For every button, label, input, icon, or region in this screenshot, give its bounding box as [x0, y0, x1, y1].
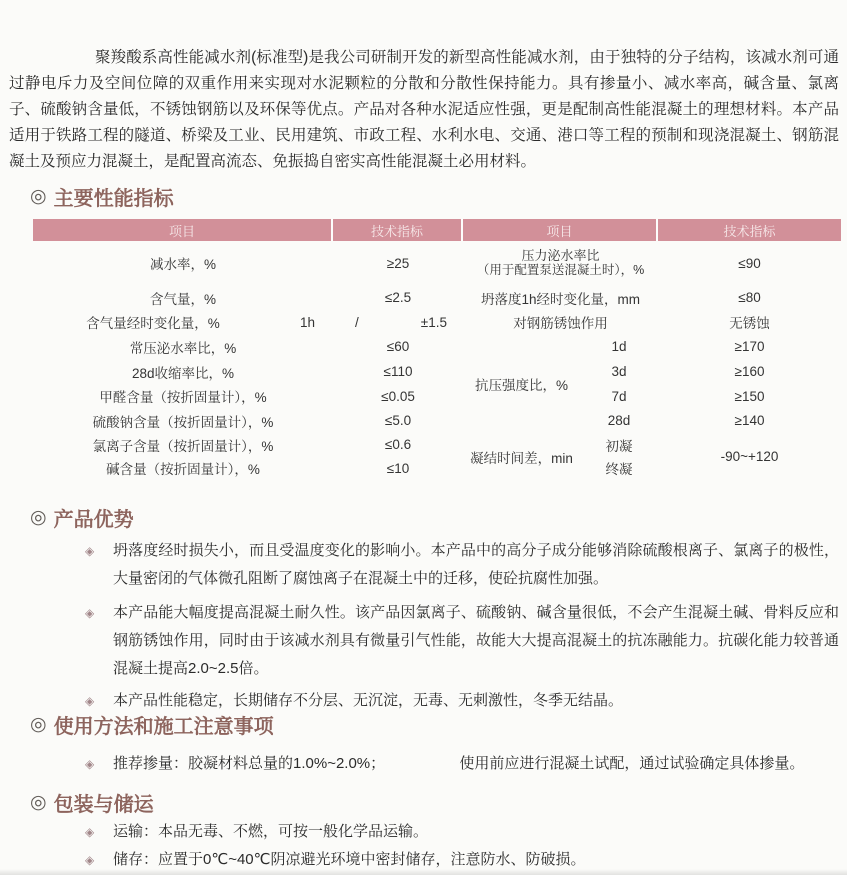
table-cell-time: 1h — [300, 314, 316, 330]
column-header-spec: 技术指标 — [658, 219, 841, 241]
usage-list — [85, 750, 845, 778]
table-cell-setting-time-label: 凝结时间差，min — [470, 450, 573, 466]
table-cell-compressive-strength-label: 抗压强度比，% — [474, 377, 568, 393]
table-row-air-content-change — [33, 310, 463, 334]
section-marker-icon: ◎ — [30, 714, 47, 735]
table-cell-age: 7d — [611, 388, 627, 404]
diamond-bullet-icon: ◈ — [85, 544, 95, 558]
table-cell-spec: ≥170 — [734, 339, 765, 354]
section-heading-packaging — [30, 788, 154, 817]
table-cell-item: 甲醛含量（按折固量计），% — [99, 390, 267, 405]
list-item-text — [113, 750, 839, 778]
table-cell-spec: -90~+120 — [720, 449, 779, 464]
table-cell-spec: ≥140 — [734, 413, 765, 428]
table-cell-age: 1d — [611, 339, 627, 354]
section-marker-icon: ◎ — [30, 507, 47, 528]
table-cell-item: 含气量经时变化量，% — [86, 316, 220, 331]
intro-paragraph: 聚羧酸系高性能减水剂(标准型)是我公司研制开发的新型高性能减水剂，由于独特的分子结构，该减水剂可通过静电斥力及空间位障的双重作用来实现对水泥颗粒的分散和分散性保持能力。具有掺量小、减水率高，碱含量、氯离子、硫酸钠含量低，不锈蚀钢筋以及环保等优点。产品对各种水泥适应性强，更是配制高性能混凝土的理想材料。本产品适用于铁路工程的隧道、桥梁及工业、民用建筑、市政工程、水利水电、交通、港口等工程的预制和现浇混凝土、钢筋混凝土及预应力混凝土，是配置高流态、免振捣自密实高性能混凝土必用材料。 — [9, 48, 839, 170]
diamond-bullet-icon: ◈ — [85, 694, 95, 708]
table-cell-initial-set: 初凝 — [605, 438, 633, 454]
section-title: 主要性能指标 — [53, 188, 174, 210]
list-item — [85, 537, 845, 593]
table-cell-spec: 无锈蚀 — [729, 316, 770, 331]
list-item — [85, 750, 845, 778]
diamond-bullet-icon: ◈ — [85, 825, 95, 839]
section-heading-advantages — [30, 503, 134, 532]
table-cell-age: 3d — [611, 364, 627, 379]
column-header-spec: 技术指标 — [333, 219, 463, 241]
table-cell-spec: ≥25 — [386, 255, 410, 271]
section-title: 产品优势 — [53, 509, 134, 531]
table-cell-spec: ≤80 — [738, 290, 761, 305]
table-cell-spec: ≤0.05 — [381, 388, 415, 404]
table-cell-item: 坍落度1h经时变化量，mm — [480, 291, 640, 307]
table-cell-spec: ≤60 — [386, 339, 410, 354]
table-cell-final-set: 终凝 — [605, 462, 633, 477]
table-cell-spec: ≤2.5 — [384, 290, 412, 305]
section-title: 包装与储运 — [53, 794, 154, 816]
column-header-item: 项目 — [463, 219, 658, 241]
section-heading-performance — [30, 182, 174, 211]
table-cell-spec: ≤110 — [383, 364, 413, 379]
advantages-list — [85, 537, 845, 715]
table-cell-item: 碱含量（按折固量计），% — [106, 462, 260, 477]
section-marker-icon: ◎ — [30, 792, 47, 813]
section-marker-icon: ◎ — [30, 186, 47, 207]
usage-note-text: 使用前应进行混凝土试配，通过试验确定具体掺量。 — [459, 755, 805, 772]
table-cell-item-pressure-bleeding — [463, 241, 658, 285]
table-cell-spec: ≤0.6 — [384, 437, 412, 452]
table-cell-item: 常压泌水率比，% — [129, 340, 237, 356]
table-cell-spec: ≤5.0 — [384, 413, 412, 428]
table-cell-age: 28d — [607, 413, 631, 428]
diamond-bullet-icon: ◈ — [85, 853, 95, 867]
item-line2: （用于配置泵送混凝土时），% — [476, 263, 645, 277]
section-title: 使用方法和施工注意事项 — [53, 716, 274, 738]
column-header-item: 项目 — [33, 219, 333, 241]
table-cell-spec: ≥150 — [734, 388, 765, 404]
list-item-text: 运输：本品无毒、不燃，可按一般化学品运输。 — [113, 823, 429, 840]
table-cell-spec: ±1.5 — [420, 314, 447, 330]
diamond-bullet-icon: ◈ — [85, 757, 95, 771]
table-cell-item: 28d收缩率比，% — [131, 365, 235, 381]
list-item — [85, 818, 845, 846]
table-cell-spec: ≤90 — [738, 255, 761, 271]
list-item-text: 储存：应置于0℃~40℃阴凉避光环境中密封储存，注意防水、防破损。 — [113, 851, 586, 868]
table-cell-item: 减水率，% — [149, 257, 216, 272]
dosage-text: 推荐掺量：胶凝材料总量的1.0%~2.0%； — [113, 755, 386, 772]
table-cell-spec: ≥160 — [734, 364, 765, 379]
list-item-text: 本产品性能稳定，长期储存不分层、无沉淀，无毒、无刺激性，冬季无结晶。 — [113, 692, 624, 709]
table-cell-slash: / — [355, 314, 359, 330]
page-edge-shadow — [0, 869, 847, 875]
item-line1: 压力泌水率比 — [521, 248, 600, 263]
list-item-text: 坍落度经时损失小，而且受温度变化的影响小。本产品中的高分子成分能够消除硫酸根离子、氯离子的极性，大量密闭的气体微孔阻断了腐蚀离子在混凝土中的迁移，使砼抗腐性加强。 — [113, 542, 839, 587]
list-item-text: 本产品能大幅度提高混凝土耐久性。该产品因氯离子、硫酸钠、碱含量很低，不会产生混凝土碱、骨料反应和钢筋锈蚀作用，同时由于该减水剂具有微量引气性能，故能大大提高混凝土的抗冻融能力。抗碳化能力较普通混凝土提高2.0~2.5倍。 — [113, 604, 839, 677]
table-cell-item: 氯离子含量（按折固量计），% — [92, 438, 274, 454]
table-cell-item: 对钢筋锈蚀作用 — [513, 316, 608, 331]
table-cell-spec: ≤10 — [386, 460, 410, 476]
packaging-list — [85, 818, 845, 874]
table-cell-item: 含气量，% — [149, 291, 216, 307]
list-item — [85, 599, 845, 683]
diamond-bullet-icon: ◈ — [85, 606, 95, 620]
performance-table — [33, 219, 841, 480]
performance-table-left — [33, 219, 463, 480]
table-cell-item: 硫酸钠含量（按折固量计），% — [92, 414, 274, 430]
section-heading-usage — [30, 710, 274, 739]
performance-table-right — [463, 219, 841, 480]
